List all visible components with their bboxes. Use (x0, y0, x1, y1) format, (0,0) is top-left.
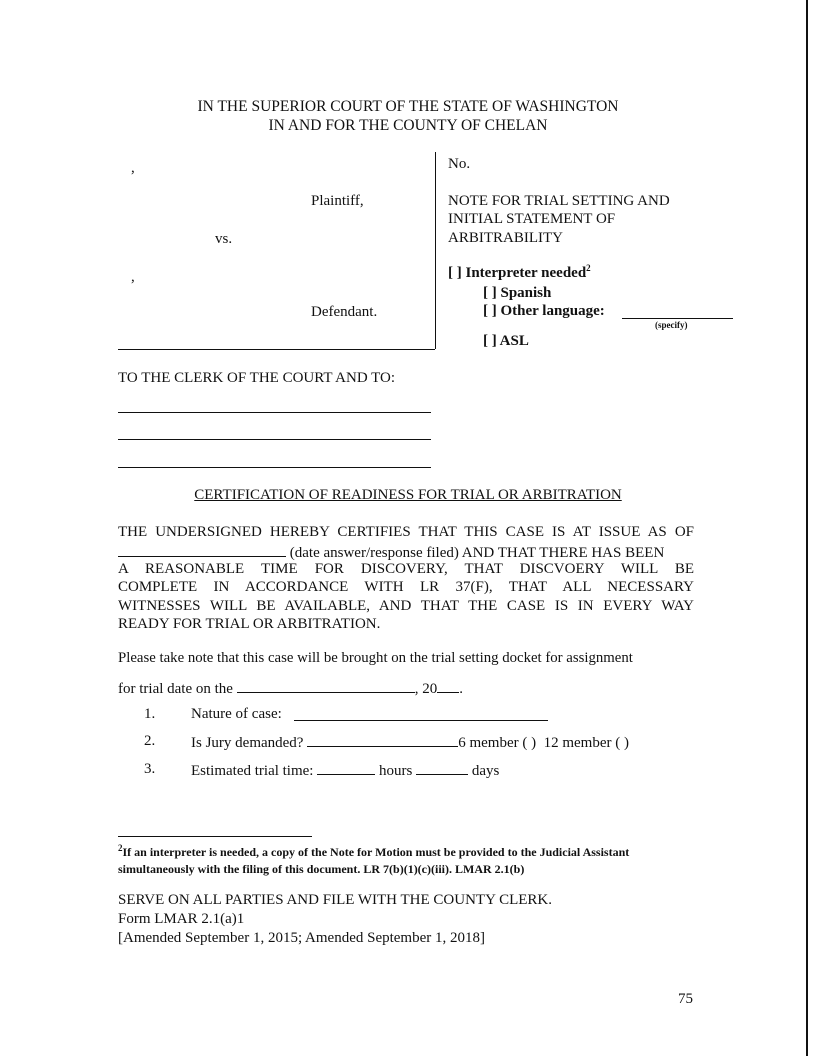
footnote-mark: 2 (118, 843, 123, 853)
answer-date-field[interactable] (118, 542, 286, 557)
document-title-line1: NOTE FOR TRIAL SETTING AND (448, 193, 670, 209)
certification-line-1: THE UNDERSIGNED HEREBY CERTIFIES THAT THIS CASE IS AT ISSUE AS OF (118, 524, 694, 540)
other-language-field[interactable] (622, 318, 733, 319)
specify-hint: (specify) (655, 320, 688, 330)
interpreter-needed-checkbox[interactable] (448, 264, 591, 282)
footnote-separator (118, 836, 312, 837)
certification-line-4: COMPLETE IN ACCORDANCE WITH LR 37(F), THAT ALL NECESSARY (118, 579, 694, 595)
footnote-text-1: If an interpreter is needed, a copy of the Note for Motion must be provided to the Judicial Assistant (122, 845, 630, 859)
certification-heading (0, 486, 816, 504)
jury-demanded-field[interactable] (307, 732, 458, 747)
item-2-label (191, 732, 629, 752)
notice-line-1: Please take note that this case will be brought on the trial setting docket for assignment (118, 650, 633, 666)
item-1-label: Nature of case: (191, 706, 282, 722)
trial-time-label: Estimated trial time: (191, 763, 314, 779)
page-edge-line (806, 0, 808, 1056)
notice-period: . (459, 681, 463, 697)
county-name: IN AND FOR THE COUNTY OF CHELAN (268, 117, 548, 134)
year-prefix: , 20 (414, 681, 438, 697)
days-label: days (471, 763, 500, 779)
amendment-history: [Amended September 1, 2015; Amended September 1, 2018] (118, 930, 486, 946)
certification-line-2 (118, 542, 664, 562)
item-2-number: 2. (144, 733, 156, 749)
case-number-label: No. (448, 156, 471, 172)
item-1-number: 1. (144, 706, 156, 722)
trial-year-field[interactable] (437, 678, 459, 693)
twelve-member-option[interactable]: 12 member ( ) (543, 735, 629, 751)
footnote-reference: 2 (586, 263, 591, 273)
addressee-field-3[interactable] (118, 467, 431, 468)
serve-instruction: SERVE ON ALL PARTIES AND FILE WITH THE COUNTY CLERK. (118, 892, 553, 908)
to-clerk-line: TO THE CLERK OF THE COURT AND TO: (118, 370, 396, 386)
caption-bottom-rule (118, 349, 435, 350)
court-name: IN THE SUPERIOR COURT OF THE STATE OF WASHINGTON (197, 98, 619, 115)
item-3-number: 3. (144, 761, 156, 777)
defendant-label: Defendant. (311, 304, 378, 320)
certification-line-3: A REASONABLE TIME FOR DISCOVERY, THAT DISCVOERY WILL BE (118, 561, 694, 577)
addressee-field-2[interactable] (118, 439, 431, 440)
form-number: Form LMAR 2.1(a)1 (118, 911, 245, 927)
footnote-line-2: simultaneously with the filing of this document. LR 7(b)(1)(c)(iii). LMAR 2.1(b) (118, 862, 525, 876)
interpreter-needed-label: Interpreter needed (465, 265, 587, 281)
trial-date-field[interactable] (237, 678, 415, 693)
certification-line-2-text: (date answer/response filed) AND THAT THERE HAS BEEN (289, 545, 665, 561)
certification-heading-text: CERTIFICATION OF READINESS FOR TRIAL OR ARBITRATION (194, 487, 622, 503)
trial-date-label: for trial date on the (118, 681, 233, 697)
item-3-label (191, 760, 499, 780)
plaintiff-label: Plaintiff, (311, 193, 364, 209)
addressee-field-1[interactable] (118, 412, 431, 413)
certification-line-5: WITNESSES WILL BE AVAILABLE, AND THAT THE CASE IS IN EVERY WAY (118, 598, 694, 614)
notice-line-2 (118, 678, 463, 698)
six-member-option[interactable]: 6 member ( ) (458, 735, 537, 751)
other-language-checkbox[interactable]: [ ] Other language: (483, 303, 605, 319)
certification-line-6: READY FOR TRIAL OR ARBITRATION. (118, 616, 381, 632)
hours-field[interactable] (317, 760, 375, 775)
document-title-line3: ARBITRABILITY (448, 230, 563, 246)
asl-checkbox[interactable]: [ ] ASL (483, 333, 529, 349)
nature-of-case-field[interactable] (294, 720, 548, 721)
spanish-checkbox[interactable]: [ ] Spanish (483, 285, 552, 301)
interpreter-checkbox-box: [ ] (448, 265, 462, 281)
document-title-line2: INITIAL STATEMENT OF (448, 211, 616, 227)
page-number: 75 (678, 991, 693, 1007)
days-field[interactable] (416, 760, 468, 775)
defendant-name-comma: , (131, 269, 135, 285)
caption-divider (435, 152, 436, 349)
footnote-line-1 (118, 845, 629, 859)
plaintiff-name-comma: , (131, 160, 135, 176)
hours-label: hours (378, 763, 413, 779)
jury-demanded-label: Is Jury demanded? (191, 735, 304, 751)
versus-label: vs. (215, 231, 233, 247)
